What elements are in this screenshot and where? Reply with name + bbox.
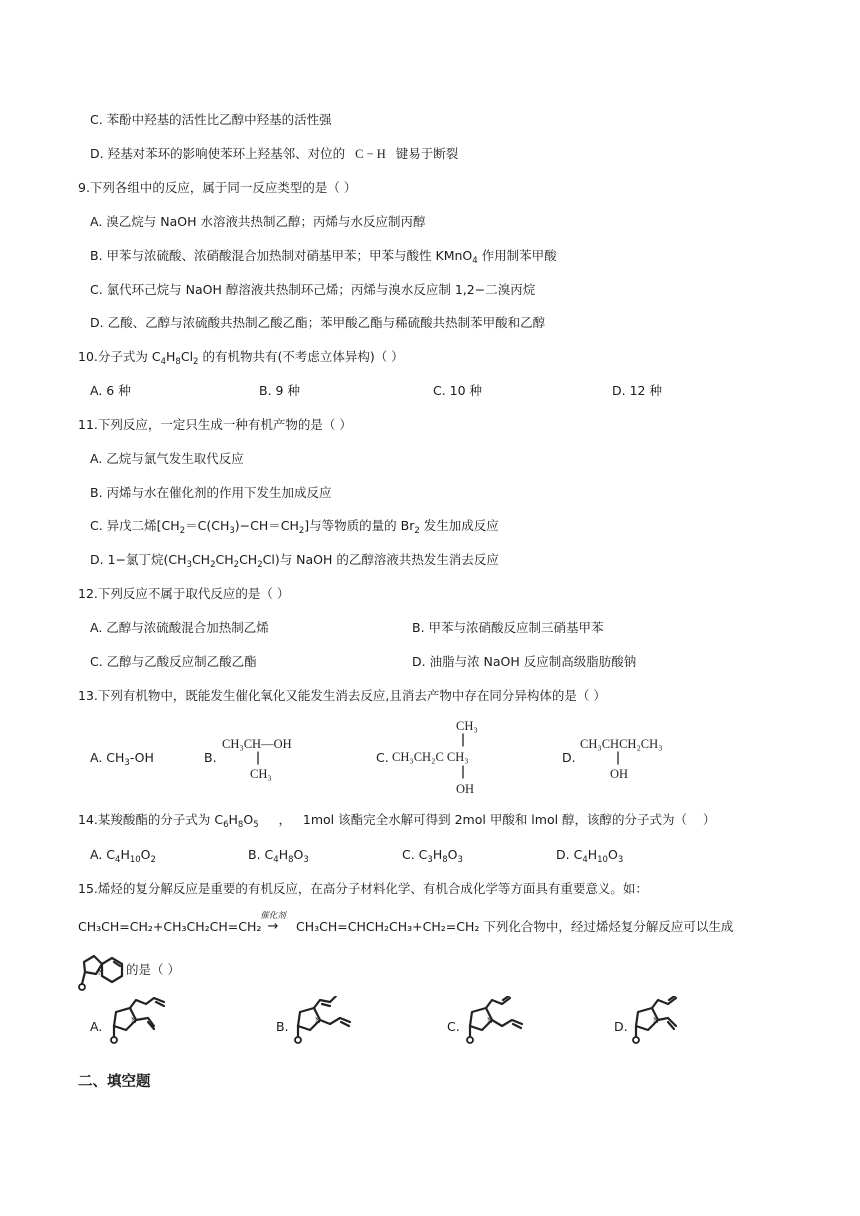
subscript: 10 [129,855,141,865]
question-11-stem: 11.下列反应，一定只生成一种有机产物的是（ ） [78,417,352,432]
subscript: 3 [427,855,433,865]
f: H [278,847,289,862]
subscript: 3 [229,526,235,536]
subscript: 4 [273,855,279,865]
subscript: 2 [150,855,156,865]
option-b-q10: B. 9 种 [259,383,300,398]
subscript: 4 [160,357,167,367]
question-9-stem: 9.下列各组中的反应，属于同一反应类型的是（ ） [78,180,357,195]
subscript: 3 [617,855,624,865]
f: B. C [248,847,274,862]
subscript: 4 [472,256,478,266]
option-a-q15: A. [90,1019,103,1034]
option-b-q15: B. [276,1019,289,1034]
f: O [140,847,151,862]
option-c-q9: C. 氯代环己烷与 NaOH 醇溶液共热制环己烯；丙烯与溴水反应制 1,2−二溴丙烷 [90,282,536,297]
f: H [587,847,598,862]
q13a-text: -OH [129,750,154,765]
q10-text: 10.分子式为 C [78,349,161,364]
option-d-q8-end: 键易于断裂 [395,146,459,161]
option-c-q11 [90,517,499,535]
subscript: 4 [115,855,121,865]
subscript: 2 [257,560,263,570]
subscript: 8 [237,820,244,830]
q10-text: 的有机物共有(不考虑立体异构)（ ） [198,349,404,364]
subscript: 10 [597,855,608,865]
subscript: 3 [124,758,130,768]
option-a-q9: A. 溴乙烷与 NaOH 水溶液共热制乙醇；丙烯与水反应制丙醇 [90,214,426,229]
question-12-stem: 12.下列反应不属于取代反应的是（ ） [78,586,290,601]
option-d-label-q13: D. [562,750,576,765]
option-b-q12: B. 甲苯与浓硝酸反应制三硝基甲苯 [412,620,604,635]
subscript: 6 [223,820,229,830]
option-b-q11: B. 丙烯与水在催化剂的作用下发生加成反应 [90,485,332,500]
subscript: 2 [233,560,240,570]
question-14-stem [78,811,715,829]
option-d-q12: D. 油脂与浓 NaOH 反应制高级脂肪酸钠 [412,654,637,669]
svg-text:N: N [653,1016,659,1025]
option-c-structure [460,996,540,1048]
option-a-q12: A. 乙醇与浓硫酸混合加热制乙烯 [90,620,269,635]
subscript: 2 [414,526,420,536]
target-bicyclic-structure [76,950,128,994]
struct-b-line2: CH₃ [250,767,272,781]
struct-c-top: CH₃ [456,719,478,733]
f: H [432,847,443,862]
q11d-text: Cl)与 NaOH 的乙醇溶液共热发生消去反应 [262,552,499,567]
q11d-text: D. 1−氯丁烷(CH [90,552,187,567]
subscript: 2 [193,357,199,367]
q10-text: Cl [180,349,194,364]
option-b-q9-text: B. 甲苯与浓硫酸、浓硝酸混合加热制对硝基甲苯；甲苯与酸性 KMnO [90,248,473,263]
option-d-q15: D. [614,1019,628,1034]
svg-text:N: N [98,968,104,977]
option-c-q8: C. 苯酚中羟基的活性比乙醇中羟基的活性强 [90,112,332,127]
ch-bond: C − H [355,147,386,161]
arrow-icon: → [267,919,279,934]
subscript: 8 [288,855,294,865]
option-a-structure [104,996,184,1048]
option-d-q9: D. 乙酸、乙醇与浓硫酸共热制乙酸乙酯；苯甲酸乙酯与稀硫酸共热制苯甲酸和乙醇 [90,315,546,330]
f: H [120,847,130,862]
subscript: 2 [179,526,186,536]
subscript: 8 [442,855,448,865]
catalyst-label: 催化剂 [260,911,286,921]
f: O [293,847,304,862]
equation-right: CH₃CH=CHCH₂CH₃+CH₂=CH₂ 下列化合物中，经过烯烃复分解反应可以生成 [296,919,734,934]
f: D. C [556,847,583,862]
question-15-stem: 15.烯烃的复分解反应是重要的有机反应，在高分子材料化学、有机合成化学等方面具有重要意义。如： [78,881,648,896]
struct-c-line: CH₃CH₂C CH₃ [392,750,469,764]
option-d-q11 [90,551,499,569]
f: O [447,847,458,862]
catalyst-arrow [258,911,288,933]
struct-b-line1: CH₃CH—OH [222,737,292,751]
q11c-text: ]与等物质的量的 Br [304,518,415,533]
struct-d-line: CH₃CHCH₂CH₃ [580,737,663,751]
option-b-label-q13: B. [204,750,217,765]
struct-c-bottom: OH [456,782,475,796]
option-d-q14 [556,846,623,864]
q14-text: O [243,812,254,827]
option-d-structure [626,996,706,1048]
subscript: 3 [303,855,309,865]
q11d-text: CH [239,552,258,567]
option-d-q8 [90,145,458,163]
f: O [607,847,618,862]
subscript: 4 [582,855,588,865]
f: A. C [90,847,116,862]
option-b-q9-end: 作用制苯甲酸 [477,248,557,263]
q11c-text: C. 异戊二烯[CH [90,518,180,533]
q11c-text: )−CH＝CH [234,518,299,533]
q15-tail: 的是（ ） [126,962,180,977]
option-a-q11: A. 乙烷与氯气发生取代反应 [90,451,244,466]
structure-2-butanol [578,732,708,784]
question-10-stem [78,348,404,366]
q14-text: 14.某羧酸酯的分子式为 C [78,812,224,827]
structure-2-propanol [220,732,330,784]
q13a-text: A. CH [90,750,125,765]
subscript: 5 [253,820,259,830]
subscript: 3 [457,855,463,865]
structure-2-methyl-2-butanol [390,716,510,798]
option-c-q14 [402,846,463,864]
subscript: 3 [186,560,192,570]
option-d-q10: D. 12 种 [612,383,662,398]
svg-text:N: N [487,1016,493,1025]
option-d-q8-text: D. 羟基对苯环的影响使苯环上羟基邻、对位的 [90,146,346,161]
option-b-q9 [90,247,557,265]
q14-text: ， 1mol 该酯完全水解可得到 2mol 甲酸和 lmol 醇，该醇的分子式为（ ） [258,812,716,827]
equation-left: CH₃CH=CH₂+CH₃CH₂CH=CH₂ [78,919,262,934]
struct-d-bottom: OH [610,767,629,781]
option-b-q14 [248,846,309,864]
subscript: 2 [298,526,305,536]
option-a-q13 [90,749,154,767]
option-c-q10: C. 10 种 [433,383,483,398]
q10-text: H [166,349,176,364]
section-heading-fill-in: 二、填空题 [78,1074,151,1090]
f: C. C [402,847,428,862]
option-a-q14 [90,846,156,864]
q11d-text: CH [191,552,211,567]
option-c-label-q13: C. [376,750,389,765]
option-c-q15: C. [447,1019,460,1034]
svg-text:N: N [315,1016,321,1025]
q14-text: H [228,812,238,827]
q11c-text: ＝C(CH [185,518,230,533]
svg-text:N: N [131,1016,137,1025]
option-c-q12: C. 乙醇与乙酸反应制乙酸乙酯 [90,654,257,669]
subscript: 2 [210,560,216,570]
question-13-stem: 13.下列有机物中，既能发生催化氧化又能发生消去反应,且消去产物中存在同分异构体的是（ ） [78,688,606,703]
q11d-text: CH [215,552,234,567]
option-a-q10: A. 6 种 [90,383,131,398]
q11c-text: 发生加成反应 [419,518,499,533]
subscript: 8 [175,357,181,367]
option-b-structure [288,996,368,1048]
